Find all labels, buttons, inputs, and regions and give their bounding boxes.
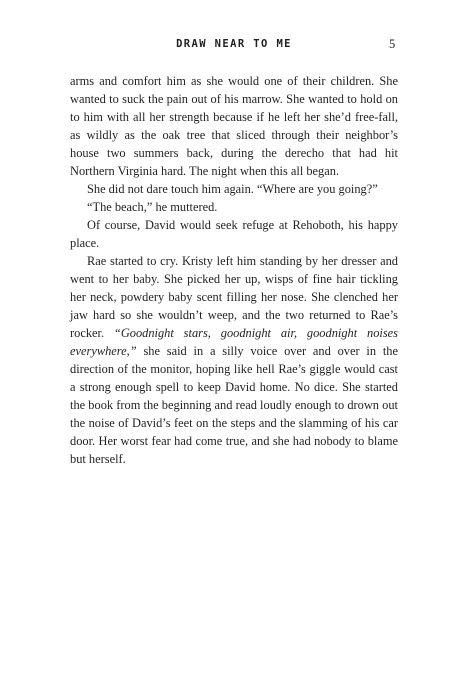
paragraph: She did not dare touch him again. “Where are you going?” bbox=[87, 182, 378, 196]
paragraph-text: she said in a silly voice over and over in the direction of the monitor, hoping like hell Rae’s giggle would cast a strong enough spell to keep David home. No dice. She started the book from the beginning and read loudly enough to drown out the noise of David’s feet on the steps and the slamming of his car door. Her worst fear had come true, and she had nobody to blame but herself. bbox=[70, 344, 398, 466]
paragraph: “The beach,” he muttered. bbox=[87, 200, 218, 214]
running-head: DRAW NEAR TO ME bbox=[176, 38, 292, 50]
paragraph: arms and comfort him as she would one of their children. She wanted to suck the pain out of his marrow. She wanted to hold on to him with all her strength because if he left her she’d free-fall, as wildly as the oak tree that sliced through their neighbor’s house two summers back, during the derecho that had hit Northern Virginia hard. The night when this all began. bbox=[70, 74, 398, 178]
page-number: 5 bbox=[389, 37, 396, 51]
quoted-italic-text: “Goodnight stars, goodnight air, goodnight noises everywhere,” bbox=[70, 326, 398, 358]
paragraph: Of course, David would seek refuge at Rehoboth, his happy place. bbox=[70, 218, 398, 250]
paragraph-text: Rae started to cry. Kristy left him standing by her dresser and went to her baby. She picked her up, wisps of fine hair tickling her neck, powdery baby scent filling her nose. She clenched her jaw hard so she wouldn’t weep, and the two returned to Rae’s rocker. bbox=[70, 254, 398, 340]
paragraph bbox=[70, 252, 398, 468]
body-text bbox=[70, 72, 398, 468]
